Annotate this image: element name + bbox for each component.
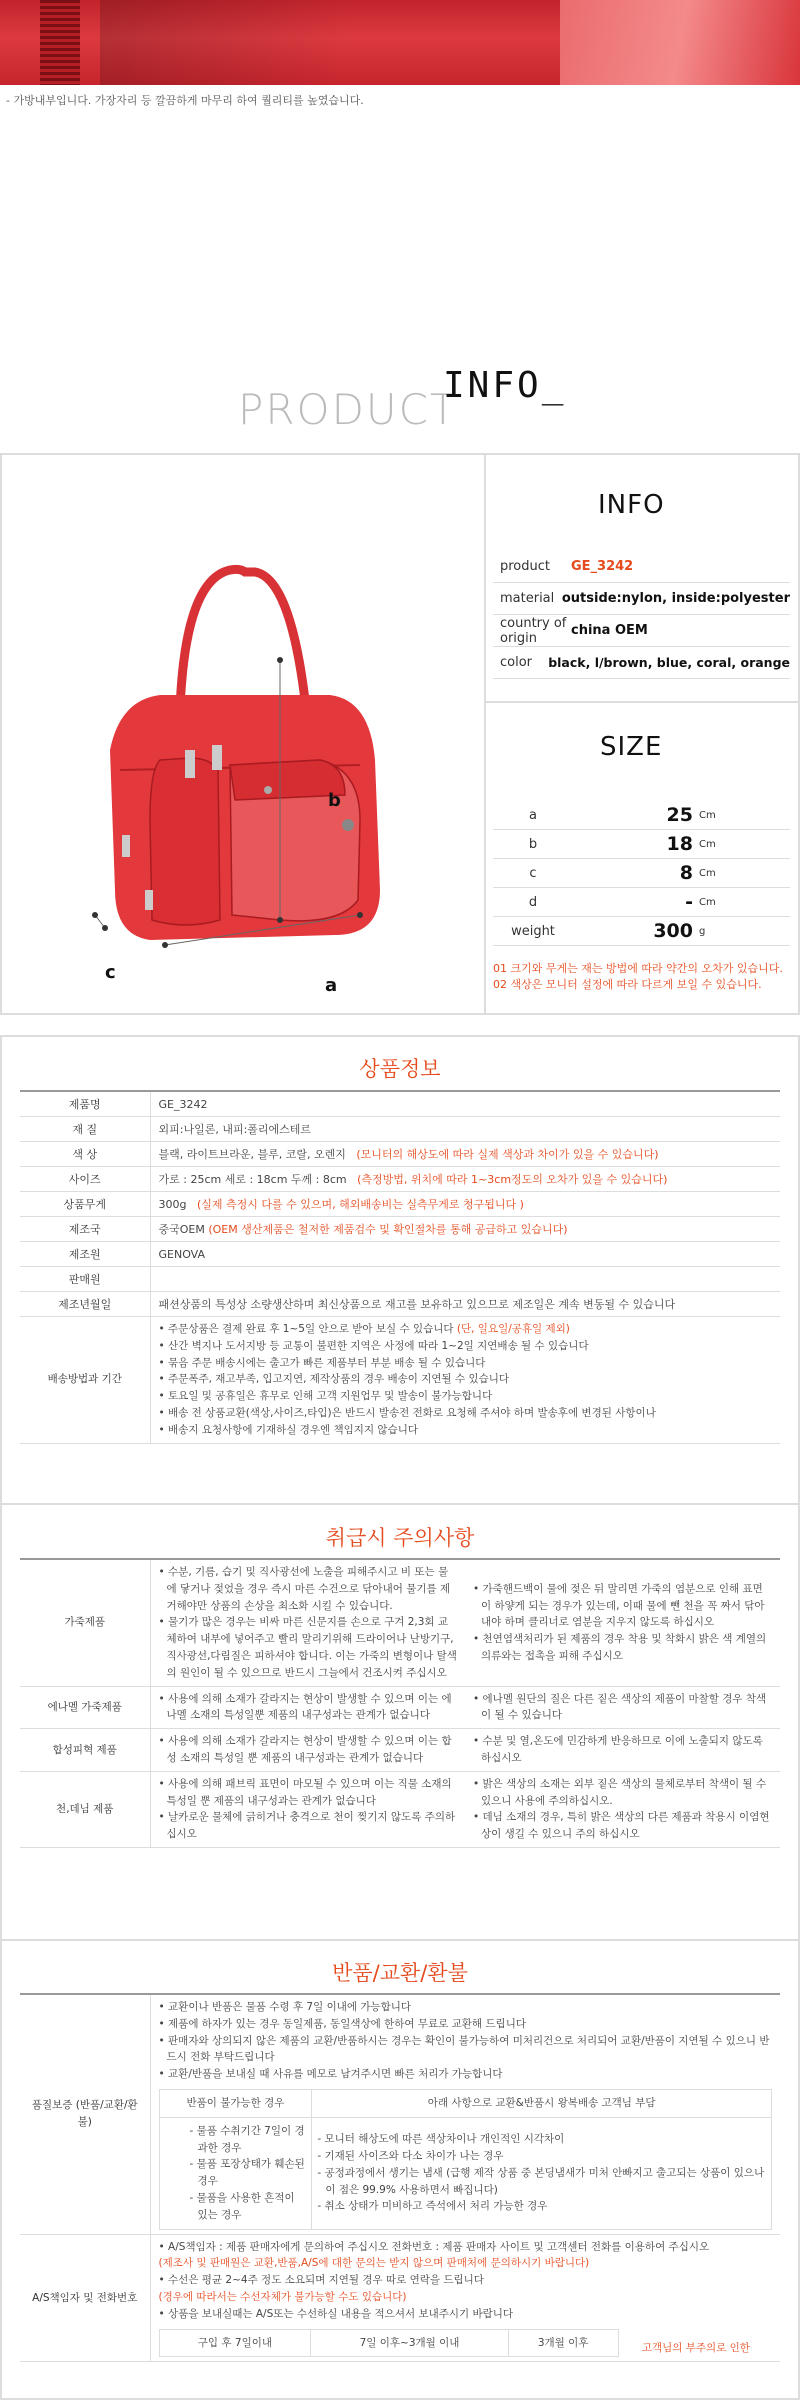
product-photo-top	[0, 0, 800, 85]
heading-info: INFO_	[443, 365, 567, 406]
size-row: c 8 Cm	[493, 859, 790, 888]
interior-note: - 가방내부입니다. 가장자리 등 깔끔하게 마무리 하여 퀄리티를 높였습니다.	[6, 94, 364, 107]
spec-row: color black, l/brown, blue, coral, orange	[493, 647, 790, 679]
size-row: weight 300 g	[493, 917, 790, 946]
dim-b: b	[328, 790, 341, 811]
size-note-2: 02 색상은 모니터 설정에 따라 다르게 보일 수 있습니다.	[493, 978, 762, 991]
size-note-1: 01 크기와 무게는 재는 방법에 따라 약간의 오차가 있습니다.	[493, 962, 783, 975]
product-info-table: 제품명 GE_3242 재 질 외피:나일론, 내피:폴리에스테르 색 상 블랙, 라이트브라운, 블루, 코랄, 오렌지 (모니터의 해상도에 따라 실제 색상과 차이가 있을 수 있습니다) 사이즈 가로 : 25cm 세로 : 18cm 두께 : 8cm (측정방법, 위치에 따라 1~3cm정도의 오차가 있을 수 있습니다) 상품무게 300g (실제 측정시 다를 수 있으며, 해외배송비는 실측무게로 청구됩니다 ) 제조국 중국OEM (OEM 생산제품은 철저한 제품검수 및 확인절차를 통해 공급하고 있습니다) 제조원 GENOVA 판매원 제조년월일 패션상품의 특성상 소량생산하며 최신상품으로 재고를 보유하고 있으므로 제조일은 계속 변동될 수 있습니다 배송방법과 기간 • 주문상품은 결제 완료 후 1~5일 안으로 받아 보실 수 있습니다 (단, 일요일/공휴일 제외) • 산간 벽지나 도서지방 등 교통이 불편한 지역은 사정에 따라 1~2일 지연배송 될 수 있습니다 • 묶음 주문 배송시에는 출고가 빠른 제품부터 부분 배송 될 수 있습니다 • 주문폭주, 재고부족, 입고지연, 제작상품의 경우 배송이 지연될 수 있습니다 • 토요일 및 공휴일은 휴무로 인해 고객 지원업무 및 발송이 불가능합니다 • 배송 전 상품교환(색상,사이즈,타입)은 반드시 발송전 전화로 요청해 주셔야 하며 발송후에 변경된 사항이나 • 배송지 요청사항에 기재하실 경우엔 책임지지 않습니다	[20, 1090, 780, 1444]
size-row: a 25 Cm	[493, 801, 790, 830]
spec-row: country of origin china OEM	[493, 615, 790, 647]
spec-row: material outside:nylon, inside:polyester	[493, 583, 790, 615]
care-title: 취급시 주의사항	[325, 1526, 475, 1550]
info-title: INFO	[598, 490, 665, 520]
heading-product: PRODUCT	[238, 385, 458, 434]
returns-title: 반품/교환/환불	[332, 1961, 468, 1985]
returns-table: 품질보증 (반품/교환/환불) • 교환이나 반품은 물품 수령 후 7일 이내에 가능합니다 • 제품에 하자가 있는 경우 동일제품, 동일색상에 한하여 무료로 교환해 드립니다 • 판매자와 상의되지 않은 제품의 교환/반품하시는 경우는 확인이 불가능하여 미처리건으로 처리되어 교환/반품이 지연될 수 있으니 반드시 전화 부탁드립니다 • 교환/반품을 보내실 때 사유를 메모로 남겨주시면 빠른 처리가 가능합니다 반품이 불가능한 경우 아래 사항으로 교환&반품시 왕복배송 고객님 부담 - 물품 수취기간 7일이 경과한 경우 - 물품 포장상태가 훼손된 경우 - 물품을 사용한 흔적이 있는 경우 - 모니터 해상도에 따른 색상차이나 개인적인 시각차이 - 기재된 사이즈와 다소 차이가 나는 경우 - 공정과정에서 생기는 냄새 (급행 제작 상품 중 본딩냄새가 미처 안빠지고 출고되는 상품이 있으나 이 점은 99.9% 사용하면서 빠집니다) - 취소 상태가 미비하고 즉석에서 처리 가능한 경우 A/S책임자 및 전화번호 • A/S책임자 : 제품 판매자에게 문의하여 주십시오 전화번호 : 제품 판매자 사이트 및 고객센터 전화를 이용하여 주십시오 (제조사 및 판매원은 교환,반품,A/S에 대한 문의는 받지 않으며 판매처에 문의하시기 바랍니다) • 수선은 평균 2~4주 정도 소요되며 지연될 경우 따로 연락을 드립니다 (경우에 따라서는 수선자체가 불가능할 수도 있습니다) • 상품을 보내실때는 A/S또는 수선하실 내용을 적으셔서 보내주시기 바랍니다 구입 후 7일이내 7일 이후~3개월 이내 3개월 이후 고객님의 부주의로 인한	[20, 1993, 780, 2362]
dim-a: a	[325, 975, 338, 996]
spec-row: product GE_3242	[493, 551, 790, 583]
size-title: SIZE	[600, 732, 663, 762]
care-table: 가죽제품 • 수분, 기름, 습기 및 직사광선에 노출을 피해주시고 비 또는 물에 닿거나 젖었을 경우 즉시 마른 수건으로 닦아내어 물기를 제거해야만 상품의 손상을 최소화 시킬 수 있습니다. • 물기가 많은 경우는 비싸 마른 신문지를 손으로 구겨 2,3회 교체하여 내부에 넣어주고 빨리 말리기위해 드라이어나 난방기구, 직사광선,다림질은 피하셔야 합니다. 이는 가죽의 변형이나 탈색의 원인이 될 수 있으므로 반드시 그늘에서 건조시켜 주십시오 • 가죽핸드백이 물에 젖은 뒤 말리면 가죽의 염분으로 인해 표면이 하얗게 되는 경우가 있는데, 이때 물에 뺀 천을 꼭 짜서 닦아내야 하며 클리너로 염분을 지우지 않도록 하십시오 • 천연염색처리가 된 제품의 경우 착용 및 착화시 밝은 색 계열의 의류와는 접촉을 피해 주십시오 에나멜 가죽제품 • 사용에 의해 소재가 갈라지는 현상이 발생할 수 있으며 이는 에나멜 소재의 특성일뿐 제품의 내구성과는 관계가 없습니다 • 에나멜 원단의 질은 다른 짙은 색상의 제품이 마찰할 경우 착색이 될 수 있습니다 합성피혁 제품 • 사용에 의해 소재가 갈라지는 현상이 발생할 수 있으며 이는 합성 소재의 특성일 뿐 제품의 내구성과는 관계가 없습니다 • 수분 및 열,온도에 민감하게 반응하므로 이에 노출되지 않도록 하십시오 천,데님 제품 • 사용에 의해 패브릭 표면이 마모될 수 있으며 이는 직물 소재의 특성일 뿐 제품의 내구성과는 관계가 없습니다 • 날카로운 물체에 긁히거나 충격으로 천이 찢기지 않도록 주의하십시오 • 밝은 색상의 소재는 외부 짙은 색상의 물체로부터 착색이 될 수 있으니 사용에 주의하십시오. • 데님 소재의 경우, 특히 밝은 색상의 다른 제품과 착용시 이염현상이 생길 수 있으니 주의 하십시오	[20, 1558, 780, 1848]
bag-image	[90, 560, 430, 960]
size-row: d - Cm	[493, 888, 790, 917]
size-row: b 18 Cm	[493, 830, 790, 859]
product-info-title: 상품정보	[359, 1057, 441, 1081]
dim-c: c	[105, 962, 116, 983]
